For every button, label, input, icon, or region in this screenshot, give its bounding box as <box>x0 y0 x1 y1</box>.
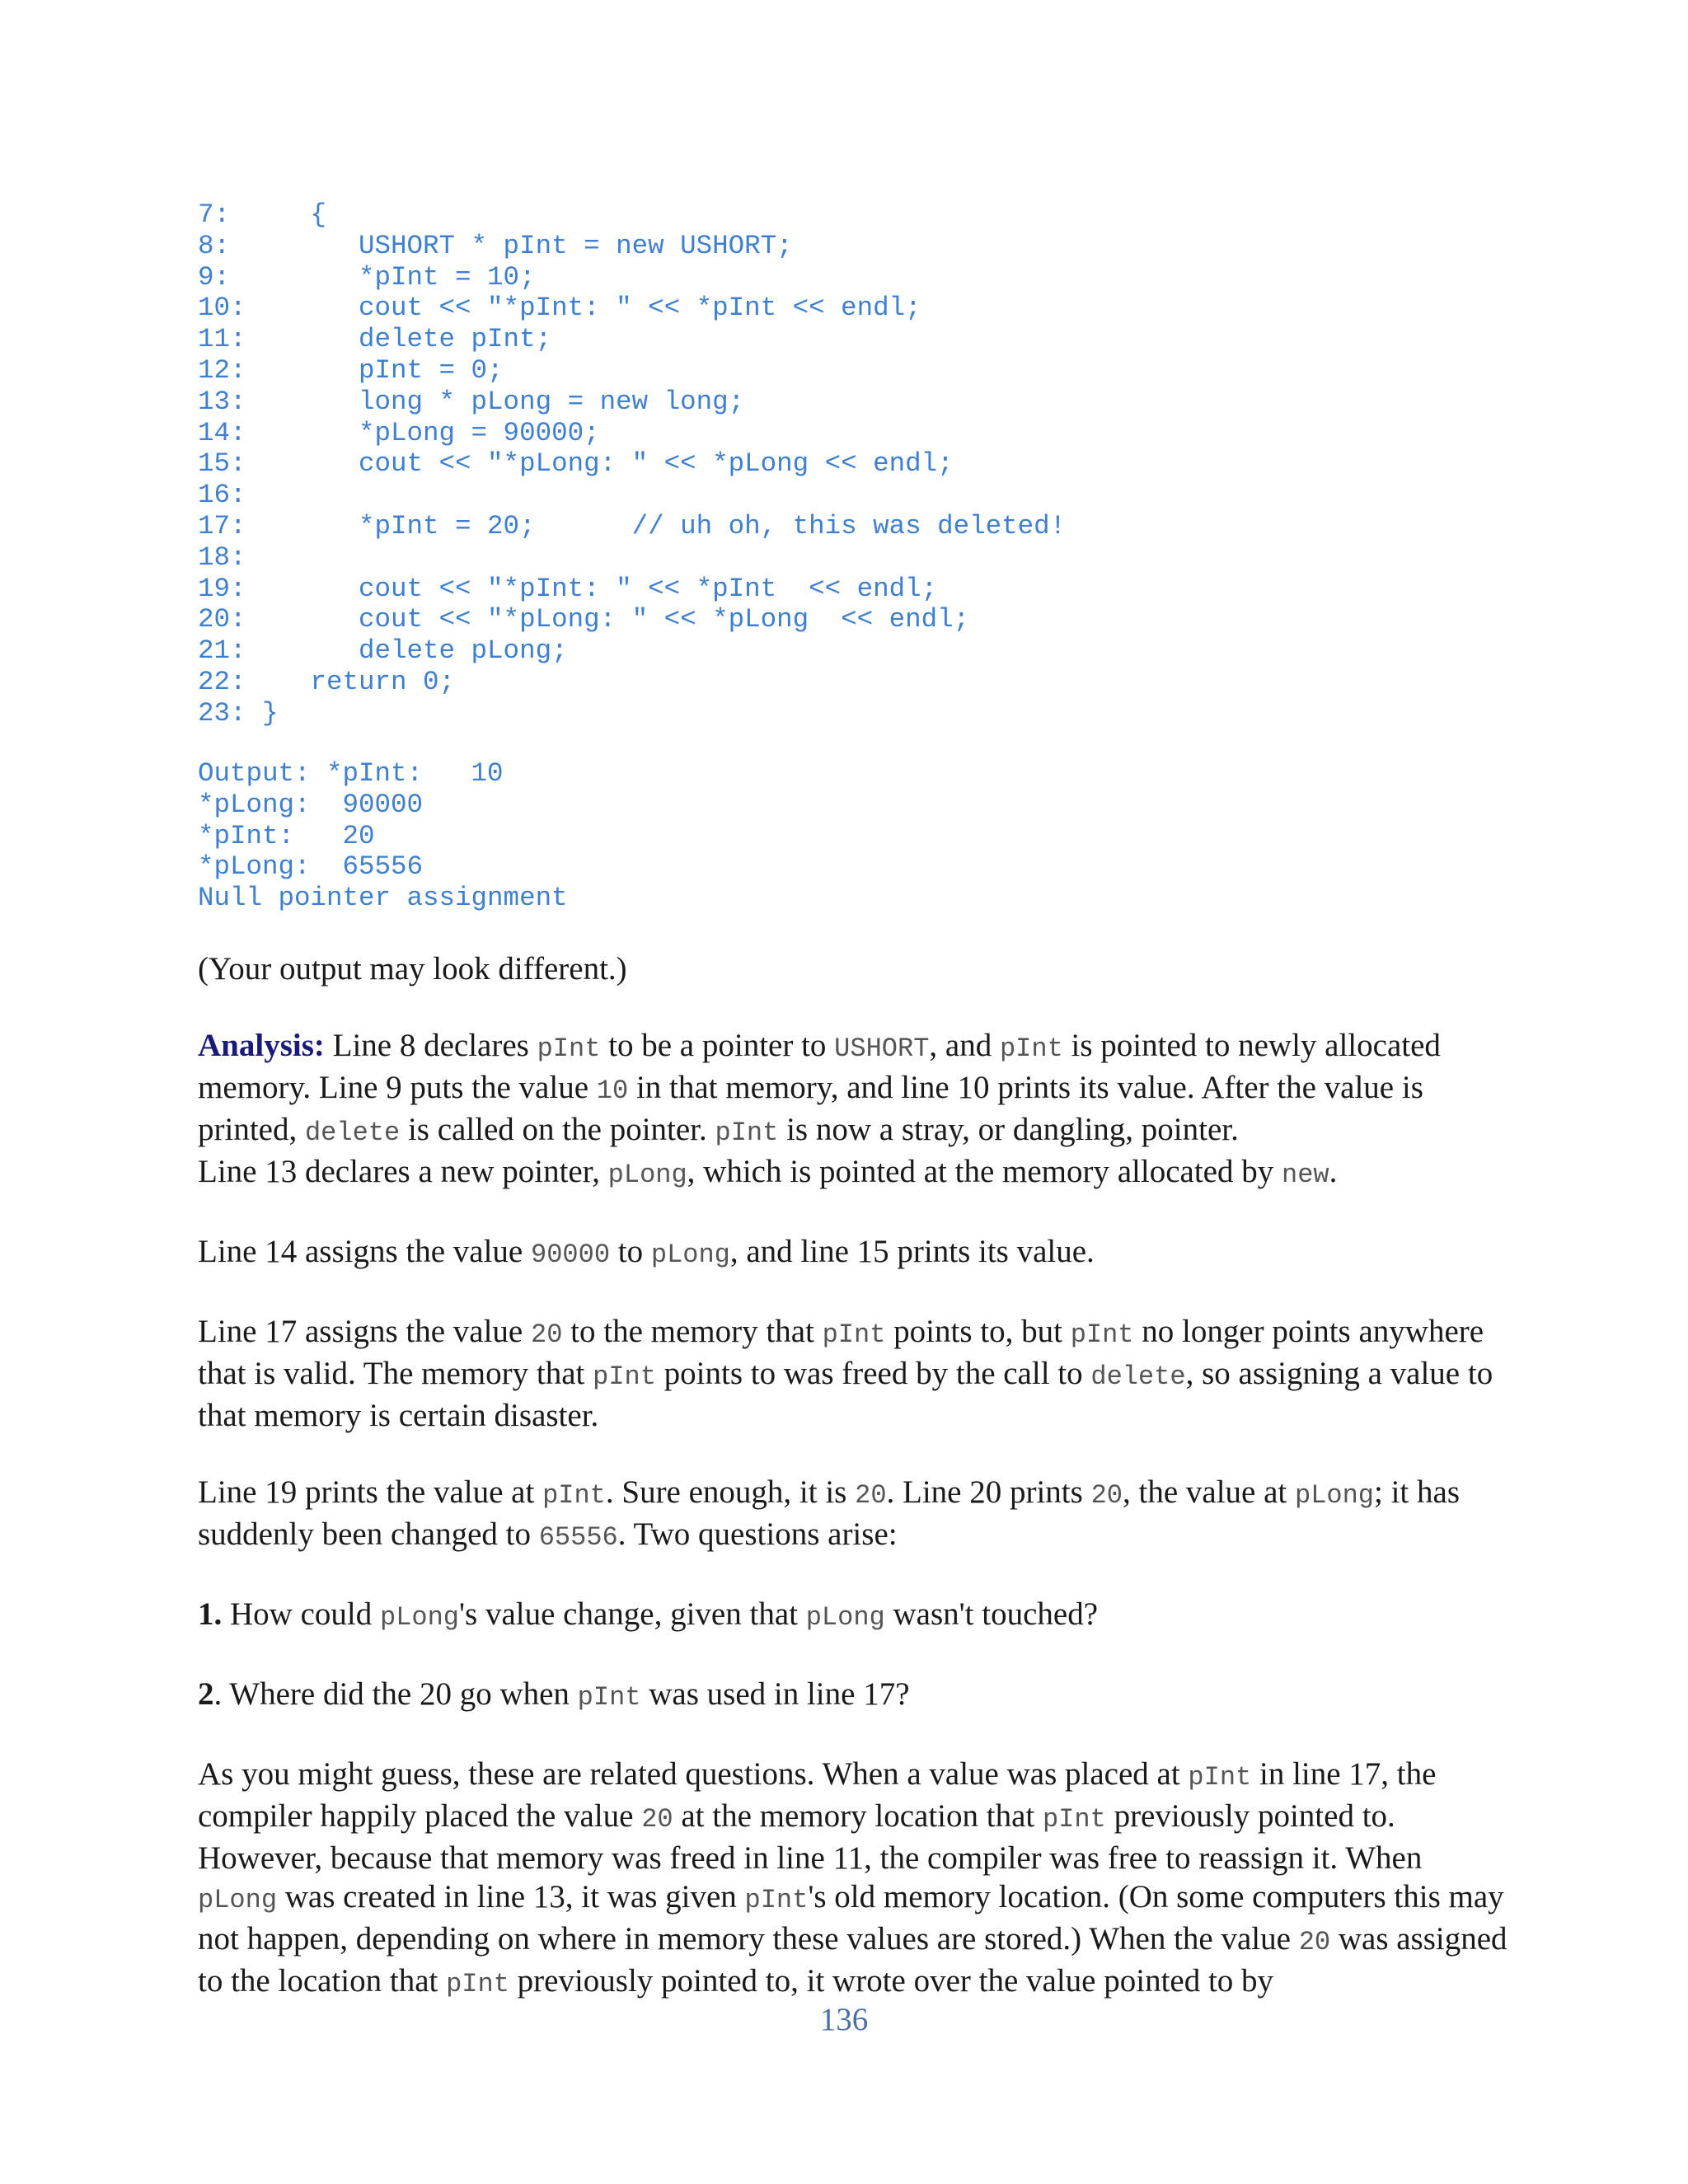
inline-code: pInt <box>1070 1319 1134 1350</box>
inline-code: 20 <box>641 1804 673 1835</box>
output-line: Output: *pInt: 10 <box>198 758 504 789</box>
text-run: As you might guess, these are related questions. When a value was placed at <box>198 1756 1189 1792</box>
inline-code: pInt <box>822 1319 886 1350</box>
inline-code: pInt <box>577 1682 641 1713</box>
inline-code: 20 <box>1298 1927 1331 1957</box>
text-run: . Line 20 prints <box>886 1474 1091 1510</box>
inline-code: pInt <box>1188 1762 1252 1793</box>
text-run: , which is pointed at the memory allocated by <box>687 1154 1282 1189</box>
code-line: 8: USHORT * pInt = new USHORT; <box>198 230 793 261</box>
output-line: *pInt: 20 <box>198 820 375 851</box>
inline-code: pInt <box>744 1885 809 1915</box>
question-number: 1. <box>198 1596 223 1632</box>
inline-code: pInt <box>999 1033 1063 1064</box>
inline-code: delete <box>1090 1361 1186 1392</box>
text-run: points to was freed by the call to <box>655 1356 1091 1391</box>
text-run: Line 13 declares a new pointer, <box>198 1154 608 1189</box>
text-run: to be a pointer to <box>600 1028 835 1063</box>
inline-code: pLong <box>650 1240 730 1270</box>
text-run: . <box>1329 1154 1338 1189</box>
inline-code: pInt <box>542 1480 606 1511</box>
inline-code: new <box>1281 1160 1329 1190</box>
code-line: 7: { <box>198 199 327 230</box>
text-run: no longer points anywhere that is valid. The memory that <box>198 1314 1484 1391</box>
code-line: 21: delete pLong; <box>198 635 568 667</box>
question-number: 2 <box>198 1676 214 1712</box>
inline-code: 20 <box>855 1480 887 1511</box>
page-number: 136 <box>819 2002 869 2037</box>
text-run: , the value at <box>1122 1474 1295 1510</box>
text-run: . Where did the 20 go when <box>213 1676 578 1712</box>
inline-code: pInt <box>715 1118 779 1148</box>
output-note: (Your output may look different.) <box>198 951 627 987</box>
paragraph-line-19 <box>198 1473 1508 1557</box>
text-run: Line 8 declares <box>324 1028 537 1063</box>
paragraph-line-17 <box>198 1312 1508 1435</box>
inline-code: pLong <box>379 1602 459 1633</box>
text-run: , so assigning a value to that memory is certain disaster. <box>198 1356 1493 1433</box>
inline-code: pInt <box>537 1033 601 1064</box>
text-run: Line 17 assigns the value <box>198 1314 531 1349</box>
text-run: . Two questions arise: <box>617 1516 898 1552</box>
code-line: 16: <box>198 480 246 511</box>
inline-code: pInt <box>593 1361 656 1392</box>
analysis-label: Analysis: <box>198 1028 325 1063</box>
inline-code: pInt <box>1043 1804 1106 1835</box>
code-line: 18: <box>198 541 246 573</box>
text-run: Line 19 prints the value at <box>198 1474 543 1510</box>
inline-code: 10 <box>596 1076 629 1106</box>
inline-code: USHORT <box>834 1033 930 1064</box>
code-line: 11: delete pInt; <box>198 324 552 355</box>
analysis-paragraph <box>198 1026 1508 1152</box>
text-run: was used in line 17? <box>640 1676 910 1712</box>
text-run: was created in line 13, it was given <box>277 1879 745 1915</box>
paragraph-line-14 <box>198 1232 1508 1274</box>
text-run: is called on the pointer. <box>400 1112 715 1147</box>
code-line: 13: long * pLong = new long; <box>198 386 745 417</box>
inline-code: 20 <box>1090 1480 1123 1511</box>
inline-code: pInt <box>446 1969 509 1999</box>
text-run: to the memory that <box>562 1314 823 1349</box>
text-run: previously pointed to, it wrote over the value pointed to by <box>509 1963 1274 1999</box>
inline-code: delete <box>304 1118 401 1148</box>
text-run: is pointed to newly allocated memory. Line 9 puts the value <box>198 1028 1441 1105</box>
text-run: at the memory location that <box>673 1798 1043 1834</box>
text-run: 's old memory location. (On some computers this may not happen, depending on where in memory these values are stored.) When the value <box>198 1879 1504 1957</box>
text-run: in that memory, and line 10 prints its value. After the value is printed, <box>198 1070 1423 1147</box>
output-line: *pLong: 90000 <box>198 789 424 820</box>
question-2 <box>198 1675 1508 1717</box>
text-run: 's value change, given that <box>459 1596 806 1632</box>
body-text <box>198 949 1508 2004</box>
text-run: wasn't touched? <box>884 1596 1099 1632</box>
text-run: previously pointed to. However, because that memory was freed in line 11, the compiler was free to reassign it. When <box>198 1798 1423 1876</box>
analysis-paragraph-continued <box>198 1152 1508 1194</box>
inline-code: pLong <box>198 1885 278 1915</box>
text-run: ; it has suddenly been changed to <box>198 1474 1460 1552</box>
text-run: to <box>610 1234 651 1269</box>
inline-code: pLong <box>805 1602 885 1633</box>
inline-code: 20 <box>531 1319 563 1350</box>
code-line: 12: pInt = 0; <box>198 354 504 386</box>
code-line: 9: *pInt = 10; <box>198 261 536 293</box>
text-run: in line 17, the compiler happily placed the value <box>198 1756 1437 1834</box>
code-line: 23: } <box>198 697 279 729</box>
code-line: 14: *pLong = 90000; <box>198 417 600 448</box>
code-line: 19: cout << "*pInt: " << *pInt << endl; <box>198 573 938 604</box>
inline-code: pLong <box>607 1160 687 1190</box>
text-run: . Sure enough, it is <box>605 1474 856 1510</box>
text-run: How could <box>222 1596 380 1632</box>
inline-code: pLong <box>1294 1480 1374 1511</box>
question-1 <box>198 1595 1508 1637</box>
code-listing <box>198 199 1066 729</box>
paragraph-explanation <box>198 1755 1508 2004</box>
code-line: 20: cout << "*pLong: " << *pLong << endl; <box>198 604 970 635</box>
code-line: 10: cout << "*pInt: " << *pInt << endl; <box>198 293 921 324</box>
code-line: 15: cout << "*pLong: " << *pLong << endl; <box>198 448 954 480</box>
code-line: 22: return 0; <box>198 666 456 697</box>
inline-code: 90000 <box>531 1240 611 1270</box>
program-output <box>198 758 568 914</box>
text-run: Line 14 assigns the value <box>198 1234 531 1269</box>
text-run: was assigned to the location that <box>198 1921 1507 1999</box>
output-line: *pLong: 65556 <box>198 851 424 883</box>
text-run: , and line 15 prints its value. <box>729 1234 1095 1269</box>
output-line: Null pointer assignment <box>198 883 568 914</box>
code-line: 17: *pInt = 20; // uh oh, this was deleted! <box>198 510 1067 541</box>
inline-code: 65556 <box>538 1522 618 1553</box>
text-run: , and <box>929 1028 1000 1063</box>
text-run: is now a stray, or dangling, pointer. <box>778 1112 1239 1147</box>
text-run: points to, but <box>885 1314 1071 1349</box>
